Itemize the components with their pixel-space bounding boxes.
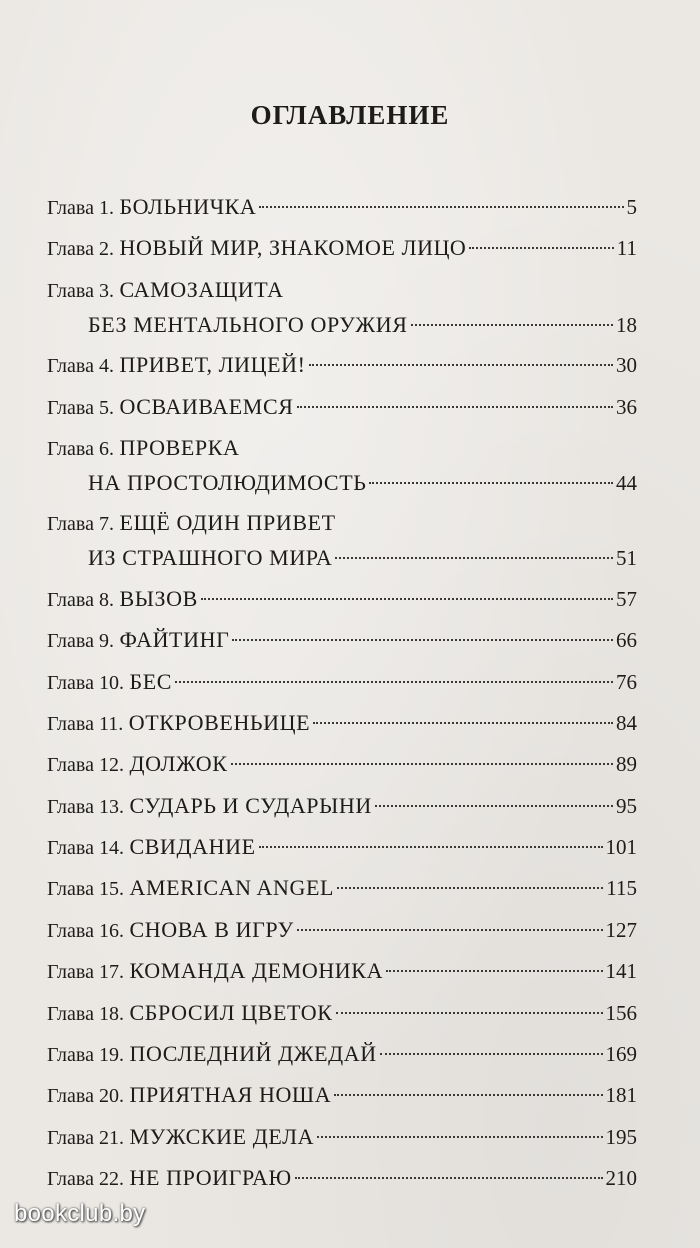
chapter-title: ПРИЯТНАЯ НОША bbox=[129, 1082, 332, 1108]
chapter-label: Глава 12. bbox=[47, 754, 124, 777]
toc-entry-line bbox=[47, 273, 637, 308]
toc-entry-text bbox=[47, 996, 333, 1031]
toc-entry-text bbox=[47, 706, 310, 741]
chapter-label: Глава 11. bbox=[47, 712, 124, 735]
toc-entry bbox=[47, 390, 637, 425]
page-number: 84 bbox=[616, 710, 637, 735]
toc-entry-line bbox=[47, 623, 637, 658]
toc-entry-line bbox=[47, 308, 637, 342]
page-number: 141 bbox=[605, 959, 637, 984]
toc-entry bbox=[47, 665, 637, 700]
chapter-label: Глава 13. bbox=[47, 795, 124, 818]
dot-leader bbox=[411, 324, 614, 326]
page-number: 195 bbox=[605, 1124, 637, 1149]
toc-entry-line bbox=[47, 1161, 637, 1196]
page-number: 101 bbox=[605, 835, 637, 860]
toc-entry-text bbox=[47, 1078, 331, 1113]
toc-entry-text bbox=[47, 1120, 314, 1155]
toc-entry-line bbox=[47, 582, 637, 617]
toc-entry-text bbox=[47, 273, 284, 308]
chapter-label: Глава 9. bbox=[47, 630, 114, 653]
toc-entry bbox=[47, 830, 637, 865]
chapter-label: Глава 6. bbox=[47, 437, 114, 460]
dot-leader bbox=[259, 846, 603, 848]
page-number: 36 bbox=[616, 394, 637, 419]
toc-entry bbox=[47, 231, 637, 266]
page-number: 51 bbox=[616, 546, 637, 571]
toc-entry-text bbox=[47, 231, 466, 266]
chapter-title: САМОЗАЩИТА bbox=[119, 276, 284, 302]
toc-entry-line bbox=[47, 1120, 637, 1155]
toc-entry-text bbox=[47, 348, 306, 383]
toc-entry-line bbox=[47, 190, 637, 225]
toc-entry-line bbox=[47, 996, 637, 1031]
toc-entry bbox=[47, 1161, 637, 1196]
toc-entry-text bbox=[47, 789, 372, 824]
page-number: 210 bbox=[605, 1166, 637, 1191]
toc-entry bbox=[47, 706, 637, 741]
toc-entry bbox=[47, 747, 637, 782]
dot-leader bbox=[335, 557, 613, 559]
dot-leader bbox=[334, 1094, 602, 1096]
chapter-label: Глава 7. bbox=[47, 513, 114, 536]
chapter-label: Глава 21. bbox=[47, 1126, 124, 1149]
chapter-title: НОВЫЙ МИР, ЗНАКОМОЕ ЛИЦО bbox=[119, 235, 467, 261]
dot-leader bbox=[232, 639, 613, 641]
page-number: 5 bbox=[626, 195, 637, 219]
chapter-title: ФАЙТИНГ bbox=[119, 627, 230, 653]
dot-leader bbox=[469, 247, 613, 249]
toc-entry-text bbox=[47, 871, 334, 906]
toc-entry-line bbox=[47, 348, 637, 383]
toc-entry-line bbox=[47, 390, 637, 425]
chapter-label: Глава 18. bbox=[47, 1002, 124, 1025]
site-watermark: bookclub.by bbox=[14, 1200, 146, 1227]
chapter-label: Глава 22. bbox=[47, 1168, 124, 1191]
chapter-title: СВИДАНИЕ bbox=[129, 834, 256, 860]
toc-entry-text bbox=[47, 1037, 377, 1072]
toc-entry-text bbox=[47, 1161, 292, 1196]
chapter-label: Глава 1. bbox=[47, 197, 114, 219]
page-number: 95 bbox=[616, 793, 637, 818]
dot-leader bbox=[313, 722, 613, 724]
toc-entry-text bbox=[47, 582, 198, 617]
dot-leader bbox=[295, 1177, 603, 1179]
chapter-label: Глава 4. bbox=[47, 355, 114, 378]
toc-entry-text bbox=[47, 913, 294, 948]
dot-leader bbox=[375, 805, 613, 807]
dot-leader bbox=[231, 763, 613, 765]
toc-entry-text bbox=[47, 431, 239, 466]
chapter-title: ПРИВЕТ, ЛИЦЕЙ! bbox=[119, 352, 306, 378]
chapter-label: Глава 2. bbox=[47, 238, 114, 261]
toc-entry bbox=[47, 431, 637, 500]
chapter-title: НЕ ПРОИГРАЮ bbox=[129, 1165, 292, 1191]
page-number: 89 bbox=[616, 752, 637, 777]
chapter-title: ОСВАИВАЕМСЯ bbox=[119, 393, 294, 419]
chapter-title: ДОЛЖОК bbox=[129, 751, 228, 777]
toc-entry bbox=[47, 871, 637, 906]
chapter-title: СУДАРЬ И СУДАРЫНИ bbox=[129, 792, 372, 818]
toc-entry-line bbox=[47, 954, 637, 989]
dot-leader bbox=[309, 364, 613, 366]
toc-entry bbox=[47, 954, 637, 989]
page-number: 169 bbox=[605, 1042, 637, 1067]
toc-entry-text bbox=[47, 623, 229, 658]
toc-entry-line bbox=[47, 871, 637, 906]
toc-entry-line bbox=[47, 1037, 637, 1072]
toc-entry-text bbox=[47, 954, 383, 989]
toc-entry-text bbox=[47, 665, 172, 700]
chapter-title: КОМАНДА ДЕМОНИКА bbox=[129, 958, 384, 984]
chapter-title: СНОВА В ИГРУ bbox=[129, 916, 294, 942]
chapter-title: ПОСЛЕДНИЙ ДЖЕДАЙ bbox=[129, 1041, 377, 1067]
toc-entry-line bbox=[47, 830, 637, 865]
dot-leader bbox=[259, 206, 623, 208]
toc-entry bbox=[47, 996, 637, 1031]
chapter-title: БЕС bbox=[129, 668, 173, 694]
chapter-title: БЕЗ МЕНТАЛЬНОГО ОРУЖИЯ bbox=[88, 311, 408, 337]
chapter-label: Глава 14. bbox=[47, 837, 124, 860]
page-title: ОГЛАВЛЕНИЕ bbox=[250, 100, 450, 130]
toc-entry bbox=[47, 623, 637, 658]
chapter-title: ОТКРОВЕНЬИЦЕ bbox=[128, 709, 311, 735]
toc-entry-line bbox=[47, 1078, 637, 1113]
toc-entry-line bbox=[47, 431, 637, 466]
toc-entry-text bbox=[88, 541, 332, 575]
toc-entry-text bbox=[47, 390, 294, 425]
chapter-label: Глава 10. bbox=[47, 671, 124, 694]
chapter-label: Глава 20. bbox=[47, 1085, 124, 1108]
toc-entry-line bbox=[47, 541, 637, 575]
toc-entry-line bbox=[47, 466, 637, 500]
toc-entry bbox=[47, 190, 637, 225]
chapter-label: Глава 15. bbox=[47, 878, 124, 901]
dot-leader bbox=[201, 598, 613, 600]
toc-entry-line bbox=[47, 665, 637, 700]
dot-leader bbox=[297, 406, 613, 408]
chapter-label: Глава 17. bbox=[47, 961, 124, 984]
toc-entry-line bbox=[47, 747, 637, 782]
chapter-title: ПРОВЕРКА bbox=[119, 434, 240, 460]
chapter-title: ЕЩЁ ОДИН ПРИВЕТ bbox=[119, 510, 336, 536]
toc-entry-text bbox=[47, 506, 336, 541]
page-number: 115 bbox=[606, 876, 637, 901]
chapter-title: ВЫЗОВ bbox=[119, 585, 198, 611]
dot-leader bbox=[317, 1136, 602, 1138]
toc-entry bbox=[47, 1037, 637, 1072]
chapter-title: МУЖСКИЕ ДЕЛА bbox=[129, 1123, 315, 1149]
page-number: 44 bbox=[616, 470, 637, 495]
page-number: 30 bbox=[616, 353, 637, 378]
toc-entry-line bbox=[47, 913, 637, 948]
chapter-title: НА ПРОСТОЛЮДИМОСТЬ bbox=[88, 469, 367, 495]
toc-entry-text bbox=[88, 466, 366, 500]
chapter-title: БОЛЬНИЧКА bbox=[119, 194, 257, 219]
dot-leader bbox=[297, 929, 603, 931]
toc-entry bbox=[47, 582, 637, 617]
dot-leader bbox=[337, 887, 603, 889]
toc-entry-line bbox=[47, 506, 637, 541]
table-of-contents bbox=[47, 190, 637, 1203]
page-number: 18 bbox=[616, 312, 637, 337]
page-number: 127 bbox=[605, 917, 637, 942]
page-number: 57 bbox=[616, 586, 637, 611]
chapter-label: Глава 8. bbox=[47, 588, 114, 611]
page-number: 66 bbox=[616, 628, 637, 653]
toc-entry-line bbox=[47, 706, 637, 741]
dot-leader bbox=[175, 681, 613, 683]
chapter-label: Глава 5. bbox=[47, 396, 114, 419]
chapter-title: AMERICAN ANGEL bbox=[129, 875, 335, 901]
toc-entry bbox=[47, 506, 637, 575]
dot-leader bbox=[386, 970, 602, 972]
toc-entry bbox=[47, 348, 637, 383]
dot-leader bbox=[369, 482, 613, 484]
toc-entry-text bbox=[47, 747, 228, 782]
toc-entry-line bbox=[47, 789, 637, 824]
dot-leader bbox=[336, 1012, 603, 1014]
chapter-title: СБРОСИЛ ЦВЕТОК bbox=[129, 999, 333, 1025]
toc-entry bbox=[47, 1120, 637, 1155]
page-number: 156 bbox=[605, 1000, 637, 1025]
toc-entry bbox=[47, 1078, 637, 1113]
page-number: 76 bbox=[616, 669, 637, 694]
toc-entry bbox=[47, 913, 637, 948]
toc-entry-line bbox=[47, 231, 637, 266]
toc-entry-text bbox=[47, 190, 256, 225]
chapter-label: Глава 16. bbox=[47, 919, 124, 942]
dot-leader bbox=[380, 1053, 603, 1055]
toc-entry bbox=[47, 273, 637, 342]
page-number: 181 bbox=[605, 1083, 637, 1108]
toc-entry bbox=[47, 789, 637, 824]
toc-entry-text bbox=[47, 830, 256, 865]
page-number: 11 bbox=[616, 236, 637, 261]
chapter-title: ИЗ СТРАШНОГО МИРА bbox=[88, 545, 333, 571]
chapter-label: Глава 3. bbox=[47, 279, 114, 302]
chapter-label: Глава 19. bbox=[47, 1044, 124, 1067]
toc-entry-text bbox=[88, 308, 408, 342]
